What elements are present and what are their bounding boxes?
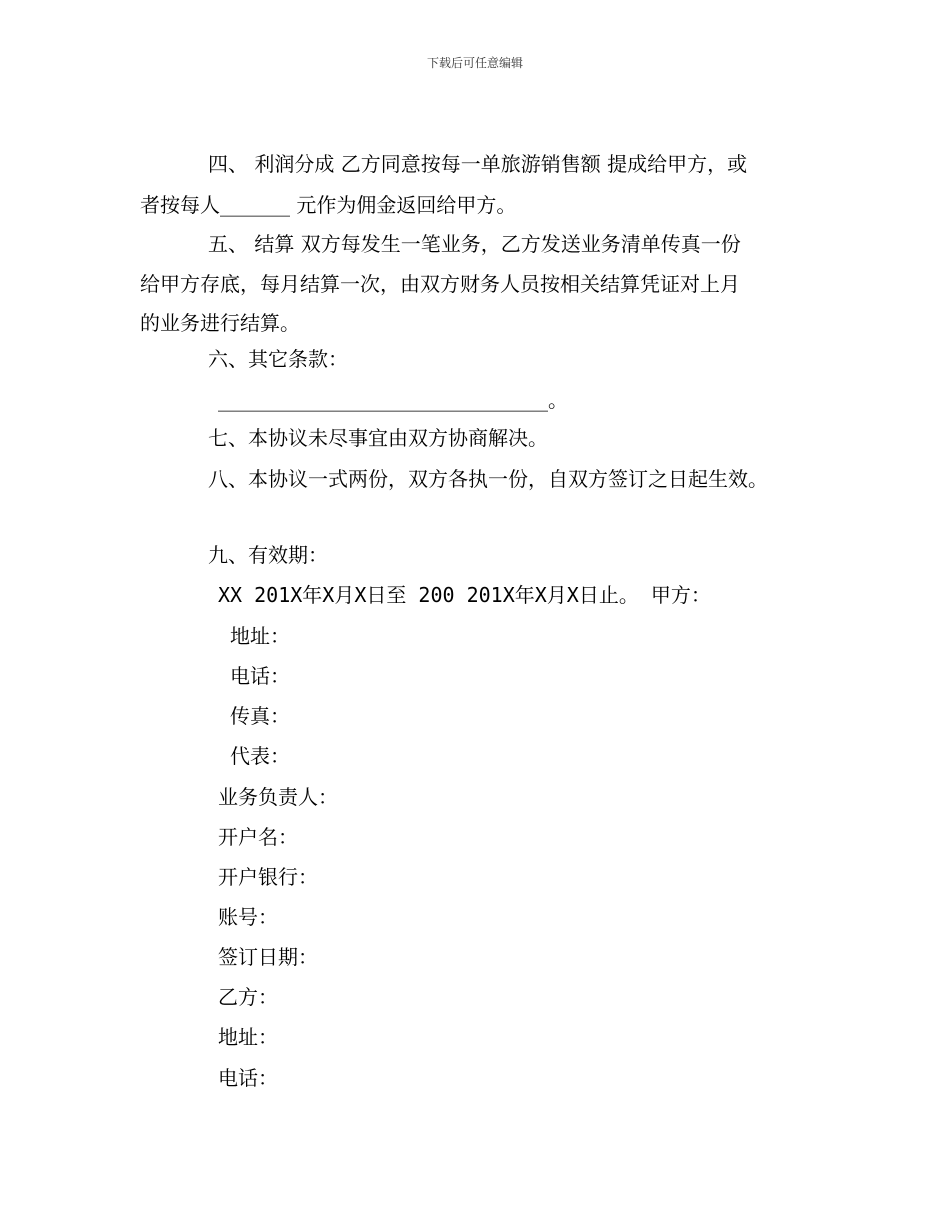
party-b-address: 地址： (218, 1025, 278, 1049)
clause-9-title: 九、有效期： (208, 543, 328, 567)
clause-4-line-2: 者按每人_______ 元作为佣金返回给甲方。 (140, 193, 517, 217)
clause-5-line-2: 给甲方存底，每月结算一次，由双方财务人员按相关结算凭证对上月 (140, 272, 740, 296)
party-a-phone: 电话： (230, 664, 290, 688)
clause-8: 八、本协议一式两份，双方各执一份，自双方签订之日起生效。 (208, 467, 768, 491)
party-a-address: 地址： (230, 624, 290, 648)
party-b-phone: 电话： (218, 1066, 278, 1090)
clause-4-line-1: 四、 利润分成 乙方同意按每一单旅游销售额 提成给甲方，或 (208, 152, 748, 176)
clause-5-line-1: 五、 结算 双方每发生一笔业务，乙方发送业务清单传真一份 (208, 232, 741, 256)
party-b-title: 乙方： (218, 985, 278, 1009)
party-a-account-number: 账号： (218, 905, 278, 929)
clause-5-line-3: 的业务进行结算。 (140, 311, 300, 335)
clause-9-period: XX 201X年X月X日至 200 201X年X月X日止。 甲方： (218, 583, 711, 607)
party-a-account-name: 开户名： (218, 825, 298, 849)
party-a-representative: 代表： (230, 744, 290, 768)
party-a-bank: 开户银行： (218, 865, 318, 889)
clause-6-blank: _________________________________。 (218, 388, 568, 412)
party-a-business-manager: 业务负责人： (218, 785, 338, 809)
party-a-sign-date: 签订日期： (218, 945, 318, 969)
clause-7: 七、本协议未尽事宜由双方协商解决。 (208, 426, 548, 450)
party-a-fax: 传真： (230, 704, 290, 728)
page-header-note: 下载后可任意编辑 (426, 56, 523, 70)
clause-6-title: 六、其它条款： (208, 347, 348, 371)
